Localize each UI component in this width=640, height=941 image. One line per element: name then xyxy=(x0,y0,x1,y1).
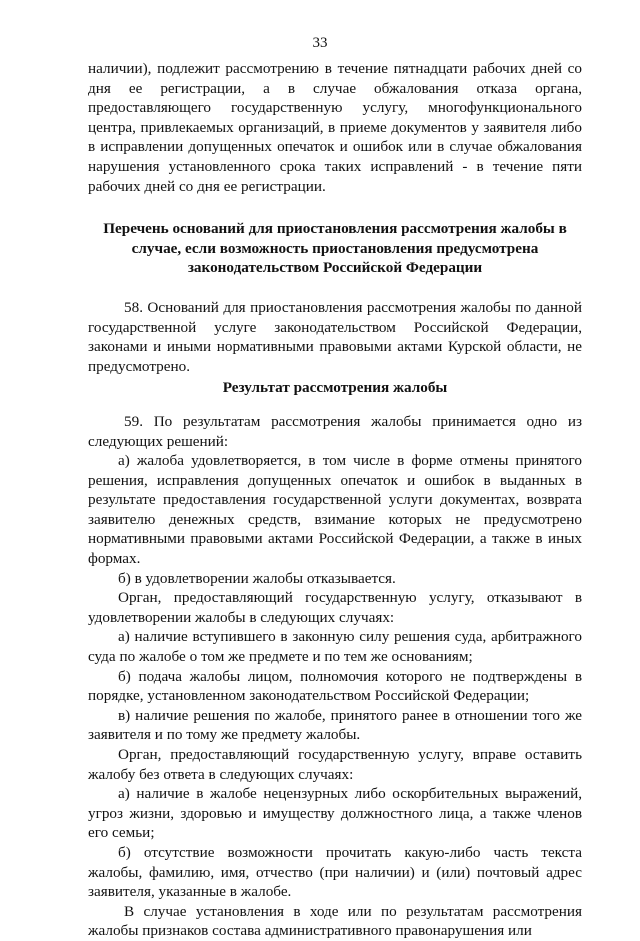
paragraph-58: 58. Оснований для приостановления рассмотрения жалобы по данной государственной услуге законодательством Российской Федерации, законами и иными нормативными правовыми актами Курской области, не предусмотрено. xyxy=(88,298,582,375)
paragraph-final: В случае установления в ходе или по результатам рассмотрения жалобы признаков состава административного правонарушения или xyxy=(88,902,582,940)
paragraph-refuse-intro: Орган, предоставляющий государственную услугу, отказывают в удовлетворении жалобы в следующих случаях: xyxy=(88,589,582,626)
paragraph-continuation: наличии), подлежит рассмотрению в течение пятнадцати рабочих дней со дня ее регистрации, а в случае обжалования отказа органа, предоставляющего государственную услугу, многофункционального центра, привлекаемых организаций, в приеме документов у заявителя либо в исправлении допущенных опечаток и ошибок или в случае обжалования нарушения установленного срока таких исправлений - в течение пяти рабочих дней со дня ее регистрации. xyxy=(88,60,582,195)
section-heading-result: Результат рассмотрения жалобы xyxy=(222,379,448,397)
paragraph-refuse-a: а) наличие вступившего в законную силу решения суда, арбитражного суда по жалобе о том же предмете и по тем же основаниям; xyxy=(88,628,582,666)
paragraph-noanswer-a: а) наличие в жалобе нецензурных либо оскорбительных выражений, угроз жизни, здоровью и имуществу должностного лица, а также членов его семьи; xyxy=(88,785,582,842)
paragraph-59a: а) жалоба удовлетворяется, в том числе в форме отмены принятого решения, исправления допущенных опечаток и ошибок в выданных в результате предоставления государственной услуги документах, возврата заявителю денежных средств, взимание которых не предусмотрено нормативными правовыми актами Российской Федерации, а также в иных формах. xyxy=(88,452,582,568)
paragraph-noanswer-b: б) отсутствие возможности прочитать какую-либо часть текста жалобы, фамилию, имя, отчество (при наличии) и (или) почтовый адрес заявителя, указанные в жалобе. xyxy=(88,843,582,901)
paragraph-59b: б) в удовлетворении жалобы отказывается. xyxy=(118,569,396,587)
document-body xyxy=(88,59,582,941)
paragraph-59: 59. По результатам рассмотрения жалобы принимается одно из следующих решений: xyxy=(88,412,582,450)
paragraph-refuse-b: б) подача жалобы лицом, полномочия которого не подтверждены в порядке, установленном законодательством Российской Федерации; xyxy=(88,667,582,705)
section-heading-suspension: Перечень оснований для приостановления рассмотрения жалобы в случае, если возможность приостановления предусмотрена законодательством Российской Федерации xyxy=(103,220,567,277)
page-number: 33 xyxy=(312,35,328,51)
paragraph-noanswer-intro: Орган, предоставляющий государственную услугу, вправе оставить жалобу без ответа в следующих случаях: xyxy=(88,746,582,783)
paragraph-refuse-c: в) наличие решения по жалобе, принятого ранее в отношении того же заявителя и по тому же предмету жалобы. xyxy=(88,706,582,744)
